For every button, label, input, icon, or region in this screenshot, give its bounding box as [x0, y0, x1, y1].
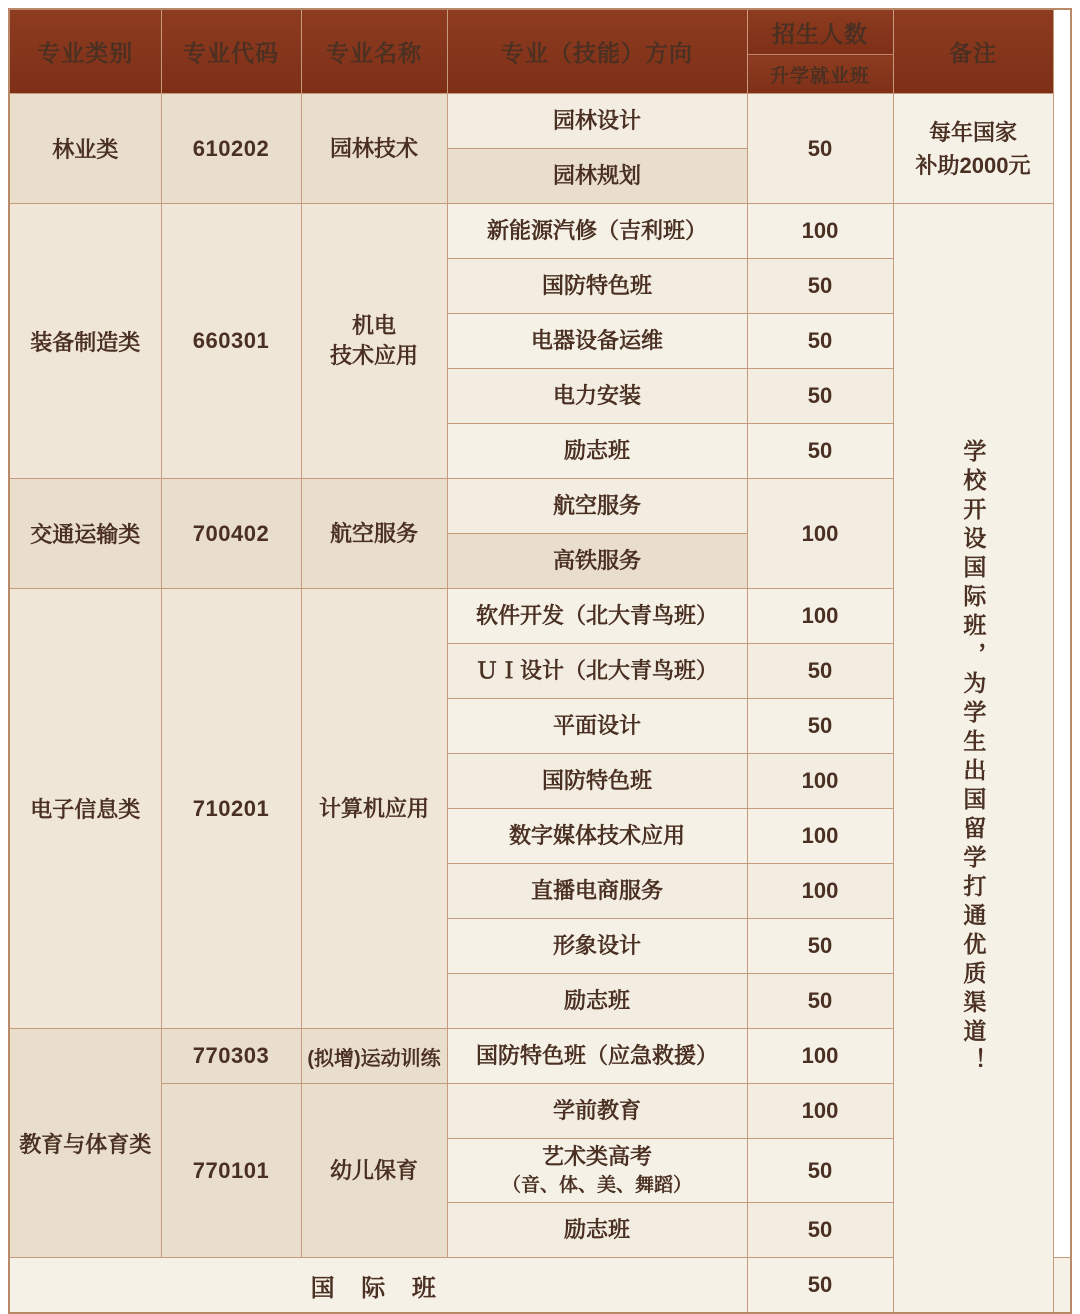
cell-quota: 50 — [747, 314, 893, 369]
cell-direction: 新能源汽修（吉利班） — [447, 204, 747, 259]
cell-quota: 50 — [747, 1139, 893, 1203]
cell-international-label: 国 际 班 — [9, 1258, 747, 1314]
cell-code: 700402 — [161, 479, 301, 589]
header-direction: 专业（技能）方向 — [447, 9, 747, 94]
enrollment-table — [8, 8, 1072, 1314]
header-name: 专业名称 — [301, 9, 447, 94]
cell-code: 770101 — [161, 1084, 301, 1258]
direction-main: 艺术类高考 — [541, 1144, 652, 1169]
cell-direction: 电器设备运维 — [447, 314, 747, 369]
cell-quota: 100 — [747, 1084, 893, 1139]
cell-direction: 形象设计 — [447, 919, 747, 974]
cell-quota: 50 — [747, 974, 893, 1029]
cell-category: 教育与体育类 — [9, 1029, 161, 1258]
cell-quota: 50 — [747, 1203, 893, 1258]
cell-name: 园林技术 — [301, 94, 447, 204]
table-row — [9, 94, 1071, 149]
cell-code: 660301 — [161, 204, 301, 479]
cell-quota: 50 — [747, 259, 893, 314]
table-body — [9, 94, 1071, 1314]
table-row — [9, 204, 1071, 259]
cell-quota: 100 — [747, 479, 893, 589]
cell-direction: 软件开发（北大青鸟班） — [447, 589, 747, 644]
cell-direction: 励志班 — [447, 424, 747, 479]
header-remark: 备注 — [893, 9, 1053, 94]
cell-quota: 50 — [747, 699, 893, 754]
header-quota-bottom: 升学就业班 — [747, 55, 893, 94]
cell-international-quota: 50 — [747, 1258, 893, 1314]
cell-direction — [447, 1139, 747, 1203]
cell-direction: 园林规划 — [447, 149, 747, 204]
cell-quota: 100 — [747, 809, 893, 864]
cell-direction: 国防特色班 — [447, 754, 747, 809]
cell-quota: 100 — [747, 1029, 893, 1084]
cell-international-remark — [1053, 1258, 1071, 1314]
cell-category: 电子信息类 — [9, 589, 161, 1029]
table-header — [9, 9, 1071, 94]
cell-direction: ＵＩ设计（北大青鸟班） — [447, 644, 747, 699]
cell-name: 幼儿保育 — [301, 1084, 447, 1258]
remark-line1: 每年国家 — [928, 119, 1017, 145]
cell-code: 770303 — [161, 1029, 301, 1084]
header-category: 专业类别 — [9, 9, 161, 94]
cell-quota: 50 — [747, 424, 893, 479]
cell-quota: 50 — [747, 919, 893, 974]
cell-name: (拟增)运动训练 — [301, 1029, 447, 1084]
cell-direction: 航空服务 — [447, 479, 747, 534]
cell-quota: 100 — [747, 864, 893, 919]
cell-code: 610202 — [161, 94, 301, 204]
cell-direction: 学前教育 — [447, 1084, 747, 1139]
cell-direction: 园林设计 — [447, 94, 747, 149]
cell-code: 710201 — [161, 589, 301, 1029]
cell-direction: 国防特色班 — [447, 259, 747, 314]
cell-quota: 100 — [747, 754, 893, 809]
cell-direction: 电力安装 — [447, 369, 747, 424]
cell-category: 交通运输类 — [9, 479, 161, 589]
direction-sub: （音、体、美、舞蹈） — [501, 1174, 692, 1196]
cell-quota: 50 — [747, 94, 893, 204]
cell-direction: 励志班 — [447, 1203, 747, 1258]
cell-category: 装备制造类 — [9, 204, 161, 479]
cell-name: 航空服务 — [301, 479, 447, 589]
cell-direction: 高铁服务 — [447, 534, 747, 589]
cell-name: 计算机应用 — [301, 589, 447, 1029]
cell-direction: 国防特色班（应急救援） — [447, 1029, 747, 1084]
cell-quota: 50 — [747, 644, 893, 699]
cell-direction: 数字媒体技术应用 — [447, 809, 747, 864]
header-code: 专业代码 — [161, 9, 301, 94]
header-quota-top: 招生人数 — [747, 9, 893, 55]
remark-line2: 补助2000元 — [915, 152, 1031, 178]
cell-quota: 100 — [747, 589, 893, 644]
cell-remark-forestry — [893, 94, 1053, 204]
cell-quota: 100 — [747, 204, 893, 259]
cell-category: 林业类 — [9, 94, 161, 204]
cell-direction: 励志班 — [447, 974, 747, 1029]
cell-remark-vertical: 学校开设国际班，为学生出国留学打通优质渠道！ — [893, 204, 1053, 1314]
cell-quota: 50 — [747, 369, 893, 424]
cell-direction: 直播电商服务 — [447, 864, 747, 919]
cell-direction: 平面设计 — [447, 699, 747, 754]
cell-name: 机电 技术应用 — [301, 204, 447, 479]
